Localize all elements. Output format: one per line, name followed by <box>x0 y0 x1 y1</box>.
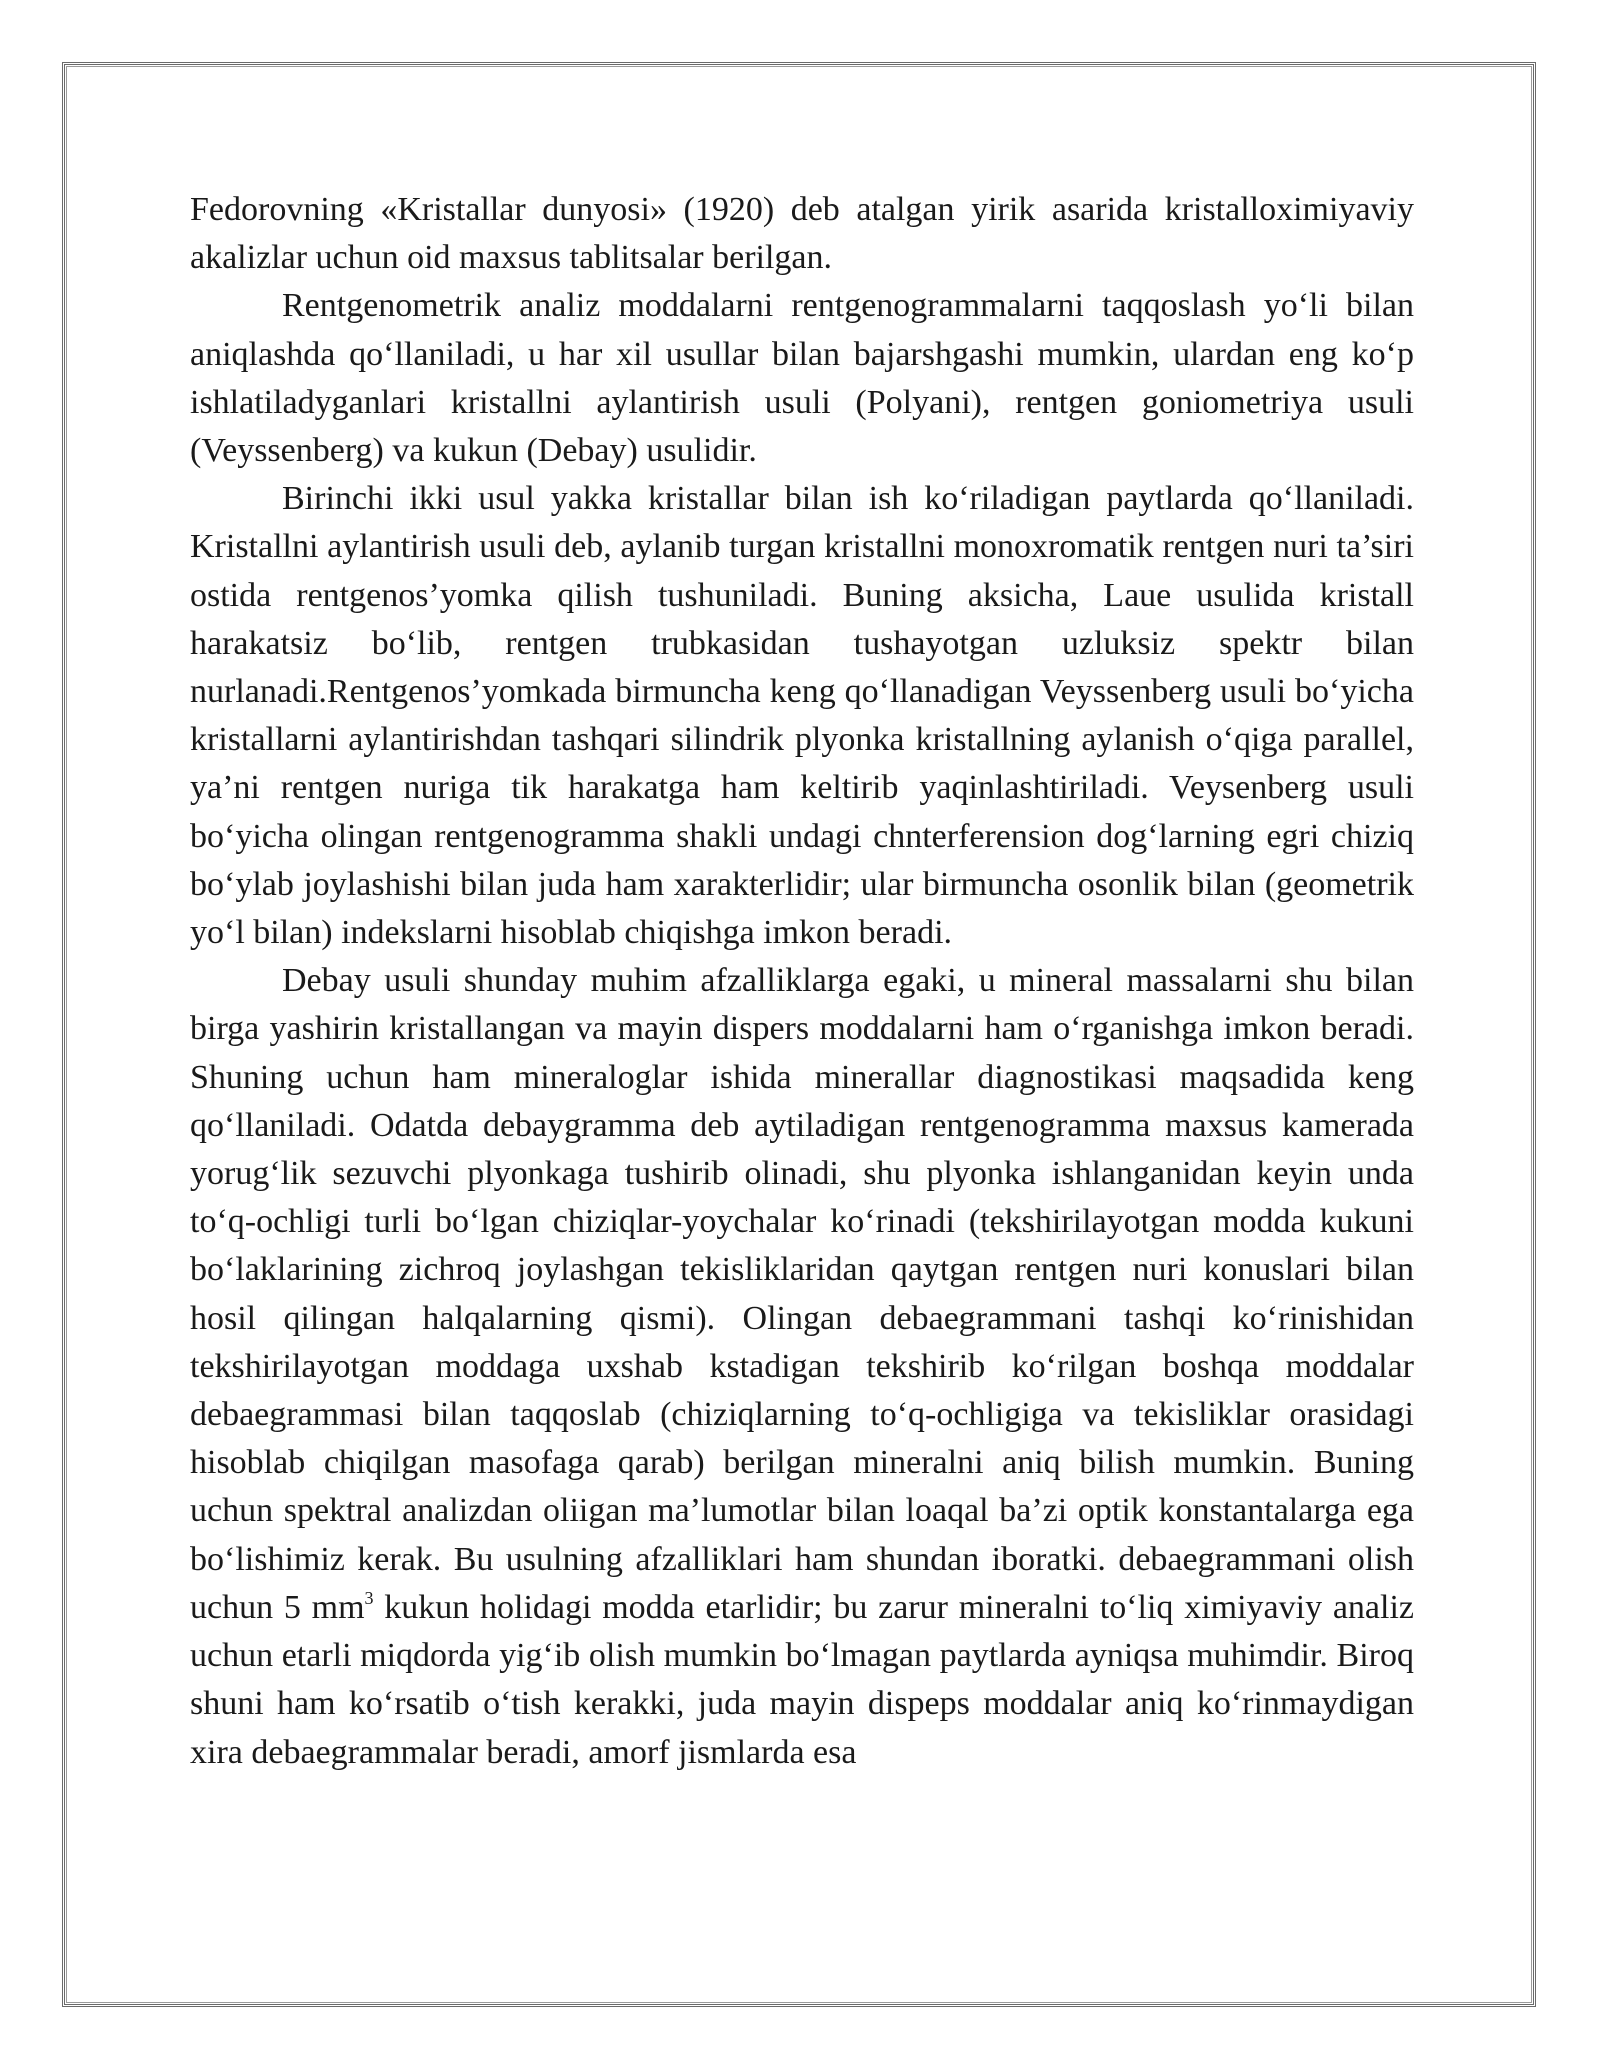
paragraph-3: Birinchi ikki usul yakka kristallar bilan ish ko‘riladigan paytlarda qo‘llaniladi. Kristallni aylantirish usuli deb, aylanib turgan kristallni monoxromatik rentgen nuri ta’siri ostida rentgenos’yomka qilish tushuniladi. Buning aksicha, Laue usulida kristall harakatsiz bo‘lib, rentgen trubkasidan tushayotgan uzluksiz spektr bilan nurlanadi.Rentgenos’yomkada birmuncha keng qo‘llanadigan Veyssenberg usuli bo‘yicha kristallarni aylantirishdan tashqari silindrik plyonka kristallning aylanish o‘qiga parallel, ya’ni rentgen nuriga tik harakatga ham keltirib yaqinlashtiriladi. Veysenberg usuli bo‘yicha olingan rentgenogramma shakli undagi chnterferension dog‘larning egri chiziq bo‘ylab joylashishi bilan juda ham xarakterlidir; ular birmuncha osonlik bilan (geometrik yo‘l bilan) indekslarni hisoblab chiqishga imkon beradi. <box>190 480 1414 952</box>
paragraph-4 <box>190 957 1414 1776</box>
document-body <box>190 186 1414 1777</box>
cubic-superscript: 3 <box>364 1587 374 1608</box>
paragraph-1: Fedorovning «Kristallar dunyosi» (1920) deb atalgan yirik asarida kristalloximiyaviy akalizlar uchun oid maxsus tablitsalar berilgan. <box>190 191 1414 277</box>
paragraph-2: Rentgenometrik analiz moddalarni rentgenogrammalarni taqqoslash yo‘li bilan aniqlashda qo‘llaniladi, u har xil usullar bilan bajarshgashi mumkin, ulardan eng ko‘p ishlatiladyganlari kristallni aylantirish usuli (Polyani), rentgen goniometriya usuli (Veyssenberg) va kukun (Debay) usulidir. <box>190 287 1414 470</box>
paragraph-4-text-before: Debay usuli shunday muhim afzalliklarga egaki, u mineral massalarni shu bilan birga yashirin kristallangan va mayin dispers moddalarni ham o‘rganishga imkon beradi. Shuning uchun ham mineraloglar ishida minerallar diagnostikasi maqsadida keng qo‘llaniladi. Odatda debaygramma deb aytiladigan rentgenogramma maxsus kamerada yorug‘lik sezuvchi plyonkaga tushirib olinadi, shu plyonka ishlanganidan keyin unda to‘q-ochligi turli bo‘lgan chiziqlar-yoychalar ko‘rinadi (tekshirilayotgan modda kukuni bo‘laklarining zichroq joylashgan tekisliklaridan qaytgan rentgen nuri konuslari bilan hosil qilingan halqalarning qismi). Olingan debaegrammani tashqi ko‘rinishidan tekshirilayotgan moddaga uxshab kstadigan tekshirib ko‘rilgan boshqa moddalar debaegrammasi bilan taqqoslab (chiziqlarning to‘q-ochligiga va tekisliklar orasidagi hisoblab chiqilgan masofaga qarab) berilgan mineralni aniq bilish mumkin. Buning uchun spektral analizdan oliigan ma’lumotlar bilan loaqal ba’zi optik konstantalarga ega bo‘lishimiz kerak. Bu usulning afzalliklari ham shundan iboratki. debaegrammani olish uchun 5 mm <box>190 962 1414 1626</box>
paragraph-4-text-after: kukun holidagi modda etarlidir; bu zarur mineralni to‘liq ximiyaviy analiz uchun etarli miqdorda yig‘ib olish mumkin bo‘lmagan paytlarda ayniqsa muhimdir. Biroq shuni ham ko‘rsatib o‘tish kerakki, juda mayin dispeps moddalar aniq ko‘rinmaydigan xira debaegrammalar beradi, amorf jismlarda esa <box>190 1588 1415 1771</box>
